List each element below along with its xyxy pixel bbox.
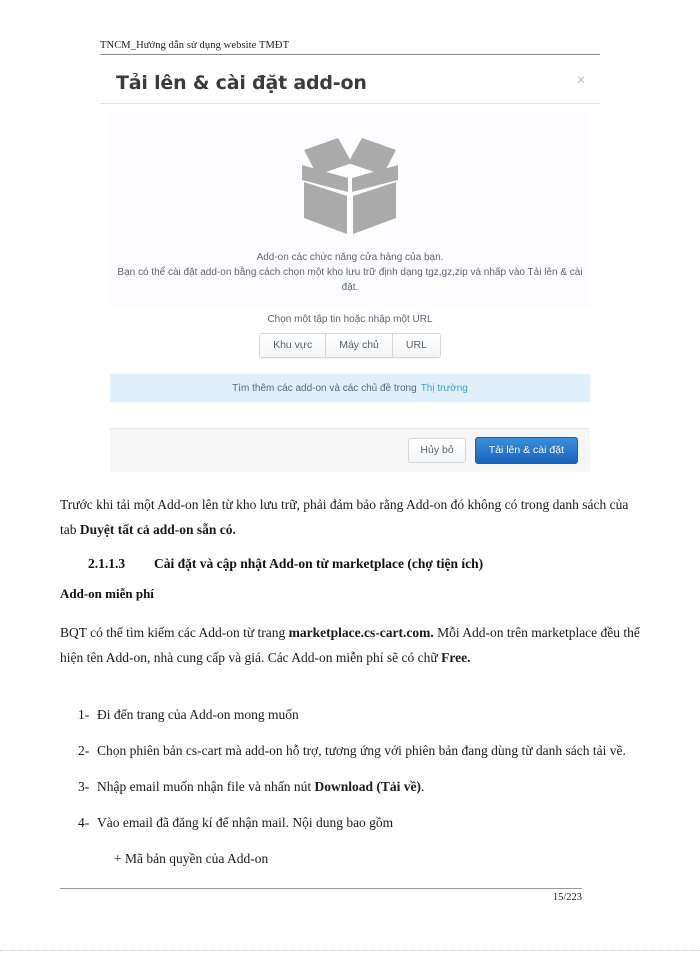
list-item xyxy=(78,738,644,763)
marketplace-paragraph xyxy=(60,620,643,670)
running-header xyxy=(100,40,600,55)
intro-bold: Duyệt tất cả add-on sẵn có. xyxy=(79,522,236,537)
section-title: Cài đặt và cập nhật Add-on từ marketplace (chợ tiện ích) xyxy=(154,556,484,571)
modal-titlebar xyxy=(100,62,600,104)
step-number: 4- xyxy=(78,815,90,830)
market-bold-1: marketplace.cs-cart.com. xyxy=(288,625,434,640)
source-local-button[interactable]: Khu vực xyxy=(259,333,325,358)
step-number: 3- xyxy=(78,779,90,794)
list-item xyxy=(78,810,644,835)
footer-divider xyxy=(60,888,582,889)
intro-paragraph xyxy=(60,492,643,542)
step-number: 2- xyxy=(78,743,90,758)
marketplace-banner-text: Tìm thêm các add-on và các chủ đề trong xyxy=(232,382,417,394)
source-button-group xyxy=(259,333,441,358)
step-number: 1- xyxy=(78,707,90,722)
sub-bullet-item: + Mã bản quyền của Add-on xyxy=(114,851,269,866)
upload-addon-modal xyxy=(100,62,600,480)
source-url-button[interactable]: URL xyxy=(392,333,441,358)
intro-text: Trước khi tải một Add-on lên từ kho lưu trữ, phải đảm bảo rằng Add-on đó không có trong danh sách của tab xyxy=(60,497,629,537)
market-text-2: Mỗi Add-on trên marketplace đều thể hiện tên Add-on, nhà cung cấp và giá. Các Add-on miễn phí sẽ có chữ xyxy=(60,625,640,665)
upload-install-button[interactable]: Tải lên & cài đặt xyxy=(475,437,578,464)
running-header-text: TNCM_Hướng dẫn sử dụng website TMĐT xyxy=(100,40,290,51)
dropzone-line-2: Bạn có thể cài đặt add-on bằng cách chọn một kho lưu trữ định dạng tgz,gz,zip và nhấp vào Tải lên & cài đặt. xyxy=(117,267,583,293)
step-text-post: . xyxy=(420,779,425,794)
marketplace-link[interactable]: Thị trường xyxy=(420,382,468,394)
header-divider xyxy=(100,54,600,55)
market-text-1: BQT có thể tìm kiếm các Add-on từ trang xyxy=(60,625,289,640)
close-icon[interactable]: ✕ xyxy=(575,73,586,87)
section-number: 2.1.1.3 xyxy=(88,556,126,571)
page-number: 15/223 xyxy=(552,892,582,903)
market-bold-2: Free. xyxy=(441,650,471,665)
modal-footer xyxy=(110,428,590,472)
source-server-button[interactable]: Máy chủ xyxy=(325,333,392,358)
list-item xyxy=(78,702,644,727)
marketplace-banner xyxy=(110,374,590,402)
step-text: Chọn phiên bản cs-cart mà add-on hỗ trợ, tương ứng với phiên bản đang dùng từ danh sách tải về. xyxy=(97,743,626,758)
step-text: Vào email đã đăng kí để nhận mail. Nội dung bao gồm xyxy=(97,815,394,830)
section-heading xyxy=(88,556,648,572)
step-text-bold: Download (Tải về) xyxy=(314,779,421,794)
steps-list xyxy=(78,702,644,871)
cancel-button[interactable]: Hủy bỏ xyxy=(408,438,465,463)
open-box-icon xyxy=(290,130,410,242)
list-item xyxy=(78,774,644,799)
modal-title: Tải lên & cài đặt add-on xyxy=(116,72,367,94)
dropzone-text xyxy=(115,250,585,295)
step-text xyxy=(97,774,644,799)
file-dropzone[interactable] xyxy=(110,112,590,308)
sub-heading: Add-on miễn phí xyxy=(60,586,154,601)
file-chooser-label: Chọn một tập tin hoặc nhập một URL xyxy=(267,314,433,325)
step-text-pre: Nhập email muốn nhận file và nhấn nút xyxy=(97,779,315,794)
dropzone-line-1: Add-on các chức năng cửa hàng của bạn. xyxy=(256,252,444,263)
step-text: Đi đến trang của Add-on mong muốn xyxy=(97,707,299,722)
page-bottom-divider xyxy=(0,950,700,951)
page-footer xyxy=(60,888,582,903)
file-chooser xyxy=(100,314,600,358)
